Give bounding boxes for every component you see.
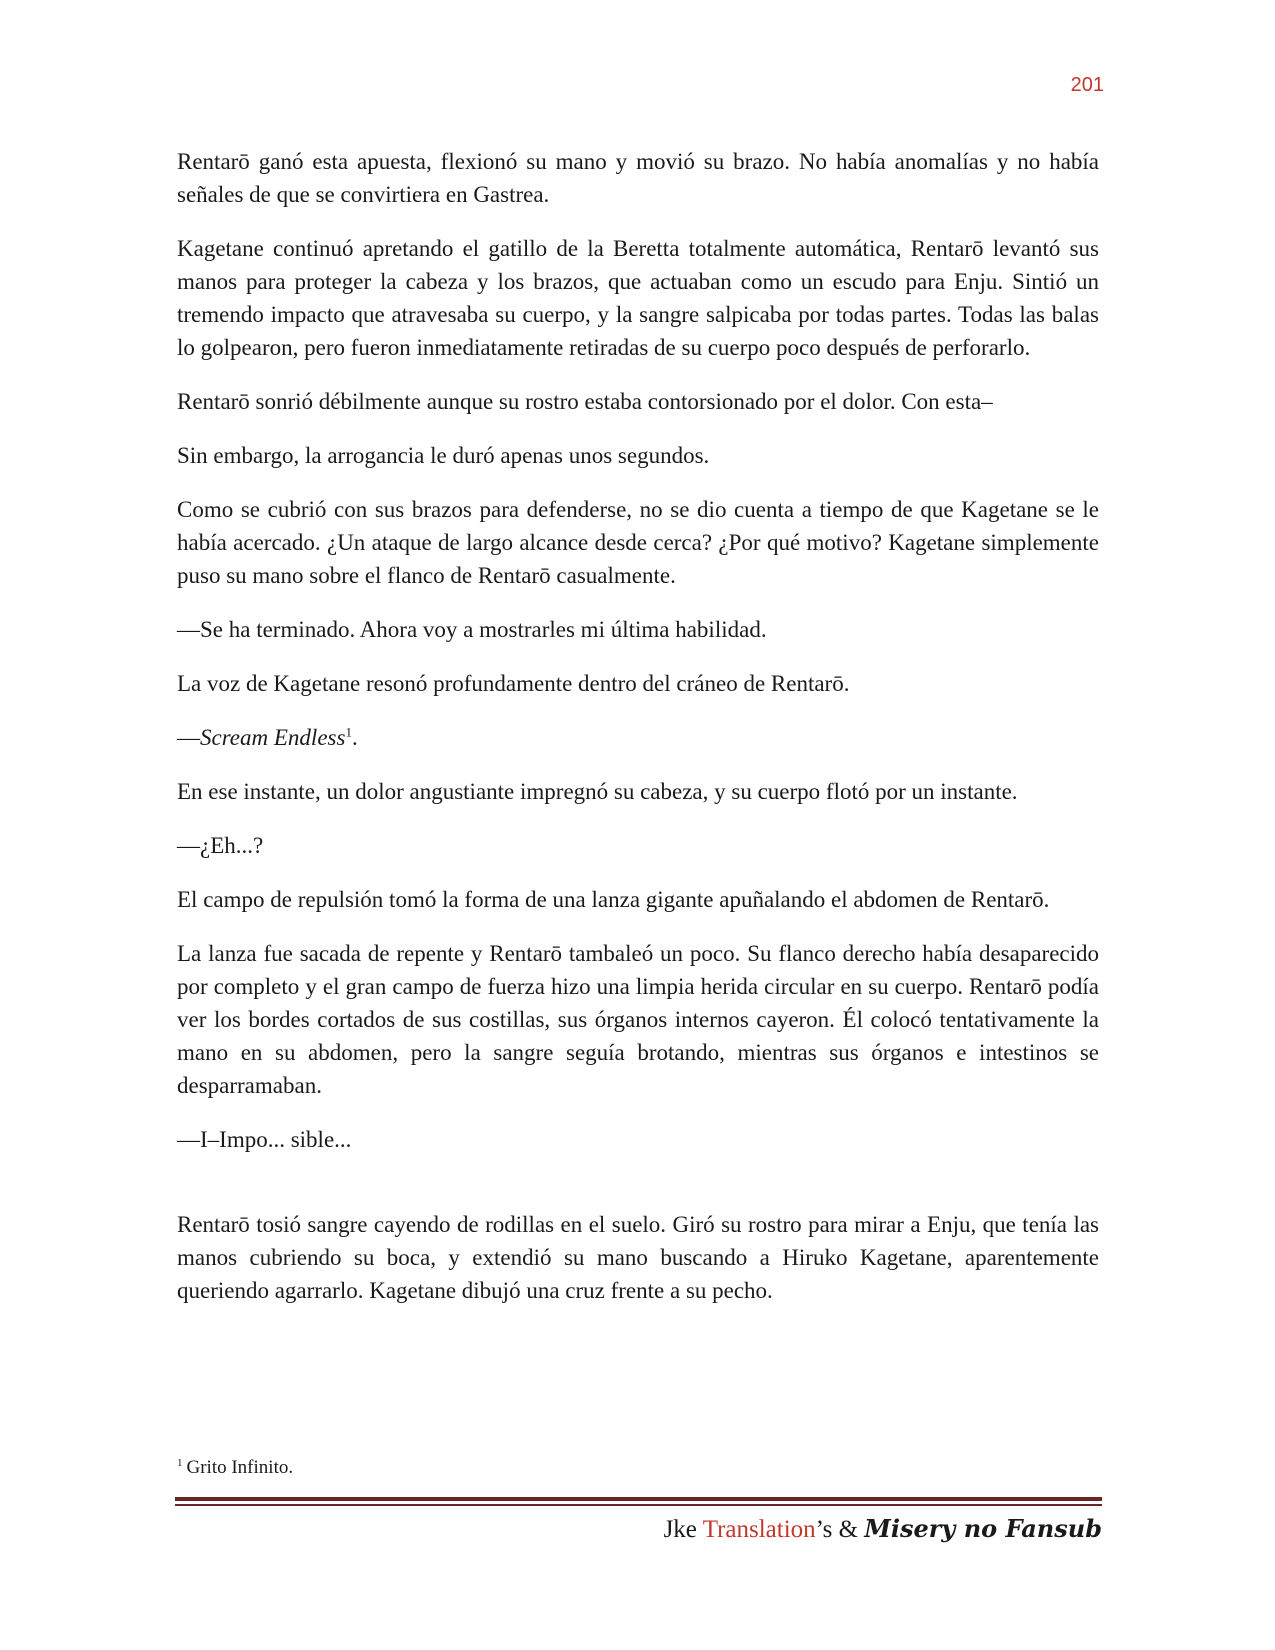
dialogue-line: —Se ha terminado. Ahora voy a mostrarles mi última habilidad. bbox=[177, 617, 767, 642]
brand-translation: Translation bbox=[702, 1516, 816, 1543]
dialogue-line-scream-endless bbox=[177, 721, 1099, 754]
paragraph: Rentarō tosió sangre cayendo de rodillas en el suelo. Giró su rostro para mirar a Enju, que tenía las manos cubriendo su boca, y extendió su mano buscando a Hiruko Kagetane, aparentemente queriendo agarrarlo. Kagetane dibujó una cruz frente a su pecho. bbox=[177, 1212, 1099, 1303]
paragraph: El campo de repulsión tomó la forma de una lanza gigante apuñalando el abdomen de Rentarō. bbox=[177, 887, 1050, 912]
page-number: 201 bbox=[1070, 74, 1104, 96]
sentence-end: . bbox=[351, 725, 358, 750]
footnote-reference: 1 bbox=[345, 724, 352, 740]
footer-rule bbox=[175, 1497, 1102, 1501]
brand-ampersand: ’s & bbox=[815, 1516, 865, 1543]
footnote-marker: 1 bbox=[177, 1456, 183, 1469]
brand-misery-no-fansub: Misery no Fansub bbox=[864, 1514, 1102, 1543]
dialogue-line: —I–Impo... sible... bbox=[177, 1127, 352, 1152]
paragraph: En ese instante, un dolor angustiante impregnó su cabeza, y su cuerpo flotó por un instante. bbox=[177, 779, 1018, 804]
paragraph: La voz de Kagetane resonó profundamente dentro del cráneo de Rentarō. bbox=[177, 671, 850, 696]
footer-brand bbox=[600, 1514, 1102, 1544]
dialogue-dash: — bbox=[177, 725, 200, 750]
footnote-text: Grito Infinito. bbox=[186, 1457, 294, 1478]
paragraph: Rentarō sonrió débilmente aunque su rostro estaba contorsionado por el dolor. Con esta– bbox=[177, 389, 993, 414]
footnote bbox=[177, 1456, 1099, 1480]
dialogue-line: —¿Eh...? bbox=[177, 833, 264, 858]
brand-jke: Jke bbox=[663, 1516, 703, 1543]
italic-phrase: Scream Endless bbox=[200, 725, 346, 750]
body-text bbox=[177, 145, 1099, 1328]
paragraph: Kagetane continuó apretando el gatillo de la Beretta totalmente automática, Rentarō levantó sus manos para proteger la cabeza y los brazos, que actuaban como un escudo para Enju. Sintió un tremendo impacto que atravesaba su cuerpo, y la sangre salpicaba por todas partes. Todas las balas lo golpearon, pero fueron inmediatamente retiradas de su cuerpo poco después de perforarlo. bbox=[177, 236, 1099, 360]
paragraph: Como se cubrió con sus brazos para defenderse, no se dio cuenta a tiempo de que Kagetane se le había acercado. ¿Un ataque de largo alcance desde cerca? ¿Por qué motivo? Kagetane simplemente puso su mano sobre el flanco de Rentarō casualmente. bbox=[177, 497, 1099, 588]
paragraph: La lanza fue sacada de repente y Rentarō tambaleó un poco. Su flanco derecho había desaparecido por completo y el gran campo de fuerza hizo una limpia herida circular en su cuerpo. Rentarō podía ver los bordes cortados de sus costillas, sus órganos internos cayeron. Él colocó tentativamente la mano en su abdomen, pero la sangre seguía brotando, mientras sus órganos e intestinos se desparramaban. bbox=[177, 941, 1099, 1098]
footer-rule-thin bbox=[175, 1504, 1102, 1506]
paragraph: Rentarō ganó esta apuesta, flexionó su mano y movió su brazo. No había anomalías y no había señales de que se convirtiera en Gastrea. bbox=[177, 149, 1099, 207]
paragraph: Sin embargo, la arrogancia le duró apenas unos segundos. bbox=[177, 443, 710, 468]
